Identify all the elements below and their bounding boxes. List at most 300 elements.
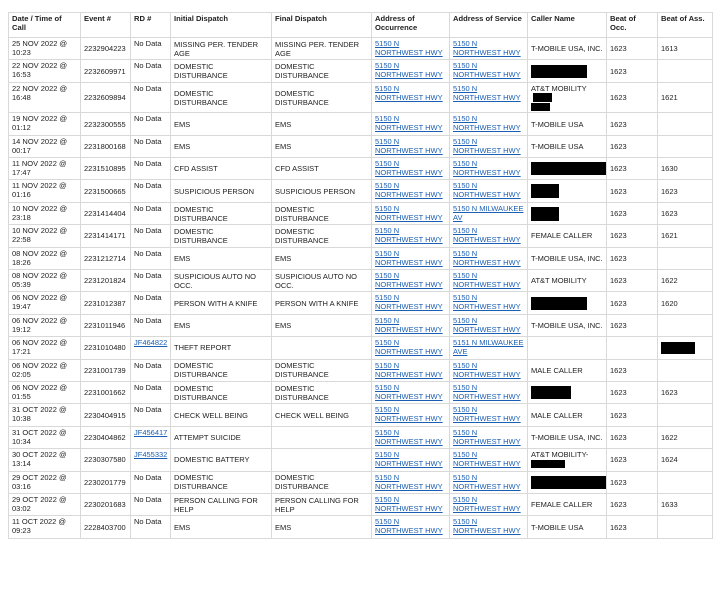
header-row bbox=[9, 13, 713, 38]
beat-ass-cell bbox=[658, 158, 713, 180]
initial-dispatch-cell bbox=[171, 135, 272, 157]
table-row bbox=[9, 426, 713, 448]
event-number: 2231011946 bbox=[84, 321, 126, 331]
call-datetime: 06 NOV 2022 @ 02:05 bbox=[12, 360, 68, 379]
beat-ass-cell bbox=[658, 314, 713, 336]
address-service-cell bbox=[450, 158, 528, 180]
address-link[interactable]: 5150 N NORTHWEST HWY bbox=[375, 450, 443, 469]
redaction-box bbox=[531, 460, 565, 468]
rd-number: No Data bbox=[134, 136, 162, 146]
address-service-cell bbox=[450, 38, 528, 60]
beat-occ: 1623 bbox=[610, 141, 627, 151]
caller-name: T-MOBILE USA bbox=[531, 522, 584, 532]
address-service-cell bbox=[450, 359, 528, 381]
final-dispatch-cell bbox=[272, 270, 372, 292]
call-datetime-cell bbox=[9, 292, 81, 314]
beat-ass: 1622 bbox=[661, 276, 678, 286]
address-occurrence-cell bbox=[372, 202, 450, 224]
rd-number-cell bbox=[131, 493, 171, 515]
address-link[interactable]: 5150 N NORTHWEST HWY bbox=[453, 427, 521, 446]
table-row bbox=[9, 135, 713, 157]
address-service-cell bbox=[450, 247, 528, 269]
final-dispatch: CFD ASSIST bbox=[275, 164, 319, 174]
beat-ass-cell bbox=[658, 38, 713, 60]
beat-ass: 1613 bbox=[661, 44, 678, 54]
final-dispatch-cell bbox=[272, 493, 372, 515]
event-number: 2231800168 bbox=[84, 141, 126, 151]
beat-ass: 1630 bbox=[661, 164, 678, 174]
address-link[interactable]: 5150 N NORTHWEST HWY bbox=[375, 136, 443, 155]
table-row bbox=[9, 82, 713, 113]
beat-occ: 1623 bbox=[610, 66, 627, 76]
address-link[interactable]: 5150 N NORTHWEST HWY bbox=[453, 472, 521, 491]
caller-name-cell bbox=[528, 60, 607, 82]
address-service-cell bbox=[450, 471, 528, 493]
rd-number-cell bbox=[131, 113, 171, 135]
beat-ass-cell bbox=[658, 113, 713, 135]
address-service-cell bbox=[450, 292, 528, 314]
table-row bbox=[9, 225, 713, 247]
call-datetime: 19 NOV 2022 @ 01:12 bbox=[12, 114, 68, 133]
rd-number-cell bbox=[131, 225, 171, 247]
event-number-cell bbox=[81, 314, 131, 336]
event-number: 2230201779 bbox=[84, 477, 126, 487]
initial-dispatch-cell bbox=[171, 270, 272, 292]
caller-name-cell bbox=[528, 382, 607, 404]
call-datetime: 11 NOV 2022 @ 01:16 bbox=[12, 181, 67, 200]
beat-ass: 1621 bbox=[661, 231, 678, 241]
initial-dispatch: CFD ASSIST bbox=[174, 164, 218, 174]
event-number-cell bbox=[81, 404, 131, 426]
call-datetime-cell bbox=[9, 516, 81, 538]
initial-dispatch-cell bbox=[171, 113, 272, 135]
call-datetime: 08 NOV 2022 @ 18:26 bbox=[12, 248, 68, 267]
rd-number: No Data bbox=[134, 517, 162, 527]
final-dispatch-cell bbox=[272, 314, 372, 336]
event-number: 2230404915 bbox=[84, 410, 126, 420]
rd-number-cell bbox=[131, 426, 171, 448]
initial-dispatch-cell bbox=[171, 337, 272, 359]
final-dispatch: DOMESTIC DISTURBANCE bbox=[275, 226, 329, 245]
address-link[interactable]: 5150 N NORTHWEST HWY bbox=[453, 248, 521, 267]
address-link[interactable]: 5150 N NORTHWEST HWY bbox=[453, 159, 521, 178]
rd-number-cell bbox=[131, 202, 171, 224]
caller-name-cell bbox=[528, 359, 607, 381]
rd-number-cell bbox=[131, 60, 171, 82]
caller-name-cell bbox=[528, 314, 607, 336]
address-link[interactable]: 5150 N NORTHWEST HWY bbox=[453, 271, 521, 290]
caller-name-cell bbox=[528, 426, 607, 448]
event-number-cell bbox=[81, 449, 131, 471]
address-link[interactable]: 5150 N NORTHWEST HWY bbox=[375, 494, 443, 513]
beat-ass-cell bbox=[658, 516, 713, 538]
beat-occ: 1623 bbox=[610, 44, 627, 54]
rd-number: No Data bbox=[134, 405, 162, 415]
address-occurrence-cell bbox=[372, 314, 450, 336]
address-link[interactable]: 5150 N MILWAUKEE AV bbox=[453, 203, 524, 222]
address-link[interactable]: 5150 N NORTHWEST HWY bbox=[453, 450, 521, 469]
final-dispatch-cell bbox=[272, 247, 372, 269]
address-link[interactable]: 5150 N NORTHWEST HWY bbox=[453, 360, 521, 379]
event-number-cell bbox=[81, 247, 131, 269]
redaction-box bbox=[531, 65, 587, 78]
rd-number-cell bbox=[131, 247, 171, 269]
caller-name: T-MOBILE USA, INC. bbox=[531, 321, 603, 331]
address-link[interactable]: 5150 N NORTHWEST HWY bbox=[375, 271, 443, 290]
call-datetime: 11 NOV 2022 @ 17:47 bbox=[12, 159, 67, 178]
rd-number: No Data bbox=[134, 114, 162, 124]
beat-occ: 1623 bbox=[610, 522, 627, 532]
address-link[interactable]: 5150 N NORTHWEST HWY bbox=[453, 405, 521, 424]
beat-ass-cell bbox=[658, 493, 713, 515]
call-datetime-cell bbox=[9, 82, 81, 113]
beat-occ: 1623 bbox=[610, 209, 627, 219]
event-number-cell bbox=[81, 382, 131, 404]
address-occurrence-cell bbox=[372, 113, 450, 135]
event-number-cell bbox=[81, 359, 131, 381]
final-dispatch: DOMESTIC DISTURBANCE bbox=[275, 361, 329, 380]
beat-occ-cell bbox=[607, 113, 658, 135]
rd-number-cell bbox=[131, 449, 171, 471]
final-dispatch: DOMESTIC DISTURBANCE bbox=[275, 204, 329, 223]
initial-dispatch-cell bbox=[171, 82, 272, 113]
rd-number: No Data bbox=[134, 61, 162, 71]
call-datetime-cell bbox=[9, 38, 81, 60]
address-occurrence-cell bbox=[372, 60, 450, 82]
address-link[interactable]: 5150 N NORTHWEST HWY bbox=[375, 383, 443, 401]
rd-number-cell bbox=[131, 270, 171, 292]
rd-number-cell bbox=[131, 82, 171, 113]
address-occurrence-cell bbox=[372, 225, 450, 247]
beat-ass-cell bbox=[658, 471, 713, 493]
redaction-box bbox=[531, 386, 571, 399]
address-occurrence-cell bbox=[372, 247, 450, 269]
dispatch-table bbox=[8, 12, 713, 539]
rd-number-cell bbox=[131, 180, 171, 202]
caller-name-cell bbox=[528, 180, 607, 202]
call-datetime-cell bbox=[9, 158, 81, 180]
address-link[interactable]: 5151 N MILWAUKEE AVE bbox=[453, 338, 524, 357]
call-datetime: 31 OCT 2022 @ 10:34 bbox=[12, 427, 67, 446]
call-datetime: 31 OCT 2022 @ 10:38 bbox=[12, 405, 67, 424]
table-row bbox=[9, 493, 713, 515]
address-link[interactable]: 5150 N NORTHWEST HWY bbox=[375, 83, 443, 102]
rd-number-cell bbox=[131, 382, 171, 404]
table-row bbox=[9, 292, 713, 314]
address-link[interactable]: 5150 N NORTHWEST HWY bbox=[375, 427, 443, 446]
address-link[interactable]: 5150 N NORTHWEST HWY bbox=[453, 315, 521, 334]
event-number-cell bbox=[81, 337, 131, 359]
rd-number-cell bbox=[131, 337, 171, 359]
event-number: 2230307580 bbox=[84, 455, 126, 465]
address-occurrence-cell bbox=[372, 270, 450, 292]
call-datetime: 06 NOV 2022 @ 01:55 bbox=[12, 383, 68, 401]
final-dispatch-cell bbox=[272, 135, 372, 157]
table-row bbox=[9, 270, 713, 292]
address-link[interactable]: 5150 N NORTHWEST HWY bbox=[375, 61, 443, 80]
call-datetime-cell bbox=[9, 270, 81, 292]
beat-ass: 1622 bbox=[661, 432, 678, 442]
rd-number-cell bbox=[131, 516, 171, 538]
final-dispatch: EMS bbox=[275, 119, 292, 129]
address-link[interactable]: 5150 N NORTHWEST HWY bbox=[375, 226, 443, 245]
address-occurrence-cell bbox=[372, 382, 450, 404]
beat-ass-cell bbox=[658, 404, 713, 426]
call-datetime-cell bbox=[9, 202, 81, 224]
address-link[interactable]: 5150 N NORTHWEST HWY bbox=[453, 517, 521, 536]
event-number-cell bbox=[81, 135, 131, 157]
address-occurrence-cell bbox=[372, 337, 450, 359]
beat-occ-cell bbox=[607, 493, 658, 515]
call-datetime-cell bbox=[9, 359, 81, 381]
initial-dispatch: CHECK WELL BEING bbox=[174, 410, 248, 420]
initial-dispatch-cell bbox=[171, 292, 272, 314]
event-number-cell bbox=[81, 225, 131, 247]
rd-number: No Data bbox=[134, 472, 162, 482]
address-service-cell bbox=[450, 314, 528, 336]
initial-dispatch: EMS bbox=[174, 253, 191, 263]
event-number-cell bbox=[81, 292, 131, 314]
beat-occ: 1623 bbox=[610, 410, 627, 420]
call-datetime: 10 NOV 2022 @ 23:18 bbox=[12, 203, 68, 222]
final-dispatch-cell bbox=[272, 158, 372, 180]
initial-dispatch: EMS bbox=[174, 141, 191, 151]
table-row bbox=[9, 471, 713, 493]
address-link[interactable]: 5150 N NORTHWEST HWY bbox=[453, 61, 521, 80]
beat-occ-cell bbox=[607, 158, 658, 180]
beat-occ-cell bbox=[607, 292, 658, 314]
address-link[interactable]: 5150 N NORTHWEST HWY bbox=[453, 83, 521, 102]
final-dispatch: DOMESTIC DISTURBANCE bbox=[275, 473, 329, 492]
rd-number: No Data bbox=[134, 83, 162, 93]
initial-dispatch-cell bbox=[171, 202, 272, 224]
address-link[interactable]: 5150 N NORTHWEST HWY bbox=[375, 472, 443, 491]
call-datetime: 14 NOV 2022 @ 00:17 bbox=[12, 136, 68, 155]
call-datetime: 06 NOV 2022 @ 17:21 bbox=[12, 338, 68, 357]
address-link[interactable]: 5150 N NORTHWEST HWY bbox=[453, 181, 521, 200]
call-datetime: 25 NOV 2022 @ 10:23 bbox=[12, 39, 68, 57]
final-dispatch-cell bbox=[272, 426, 372, 448]
beat-occ-cell bbox=[607, 60, 658, 82]
final-dispatch-cell bbox=[272, 471, 372, 493]
address-occurrence-cell bbox=[372, 82, 450, 113]
event-number: 2231010480 bbox=[84, 343, 126, 353]
call-datetime-cell bbox=[9, 247, 81, 269]
address-service-cell bbox=[450, 82, 528, 113]
final-dispatch-cell bbox=[272, 202, 372, 224]
final-dispatch: DOMESTIC DISTURBANCE bbox=[275, 62, 329, 81]
address-occurrence-cell bbox=[372, 180, 450, 202]
initial-dispatch-cell bbox=[171, 359, 272, 381]
beat-ass-cell bbox=[658, 247, 713, 269]
caller-name-cell bbox=[528, 516, 607, 538]
beat-occ: 1623 bbox=[610, 276, 627, 286]
final-dispatch: SUSPICIOUS AUTO NO OCC. bbox=[275, 271, 357, 290]
address-occurrence-cell bbox=[372, 426, 450, 448]
final-dispatch-cell bbox=[272, 82, 372, 113]
event-number-cell bbox=[81, 180, 131, 202]
address-link[interactable]: 5150 N NORTHWEST HWY bbox=[453, 383, 521, 401]
rd-number-cell bbox=[131, 359, 171, 381]
caller-name-cell bbox=[528, 449, 607, 471]
address-link[interactable]: 5150 N NORTHWEST HWY bbox=[375, 315, 443, 334]
beat-ass: 1623 bbox=[661, 186, 678, 196]
table-row bbox=[9, 202, 713, 224]
address-link[interactable]: 5150 N NORTHWEST HWY bbox=[375, 203, 443, 222]
call-datetime-cell bbox=[9, 471, 81, 493]
call-datetime: 29 OCT 2022 @ 03:02 bbox=[12, 494, 67, 513]
caller-name-cell bbox=[528, 247, 607, 269]
beat-ass: 1633 bbox=[661, 500, 678, 510]
event-number-cell bbox=[81, 493, 131, 515]
rd-number: No Data bbox=[134, 315, 162, 325]
initial-dispatch: DOMESTIC DISTURBANCE bbox=[174, 88, 228, 107]
beat-occ-cell bbox=[607, 202, 658, 224]
initial-dispatch-cell bbox=[171, 449, 272, 471]
initial-dispatch: PERSON CALLING FOR HELP bbox=[174, 495, 258, 514]
header-event: Event # bbox=[81, 13, 131, 38]
call-datetime-cell bbox=[9, 337, 81, 359]
beat-occ: 1623 bbox=[610, 321, 627, 331]
initial-dispatch-cell bbox=[171, 382, 272, 404]
initial-dispatch: PERSON WITH A KNIFE bbox=[174, 298, 258, 308]
final-dispatch: PERSON CALLING FOR HELP bbox=[275, 495, 359, 514]
address-link[interactable]: 5150 N NORTHWEST HWY bbox=[453, 114, 521, 133]
call-datetime: 22 NOV 2022 @ 16:48 bbox=[12, 83, 68, 102]
address-link[interactable]: 5150 N NORTHWEST HWY bbox=[453, 39, 521, 57]
address-link[interactable]: 5150 N NORTHWEST HWY bbox=[375, 338, 443, 357]
initial-dispatch: DOMESTIC BATTERY bbox=[174, 455, 250, 465]
address-link[interactable]: 5150 N NORTHWEST HWY bbox=[453, 293, 521, 312]
initial-dispatch-cell bbox=[171, 60, 272, 82]
call-datetime: 22 NOV 2022 @ 16:53 bbox=[12, 61, 68, 80]
initial-dispatch: DOMESTIC DISTURBANCE bbox=[174, 473, 228, 492]
rd-link[interactable]: JF455332 bbox=[134, 450, 168, 460]
event-number: 2230201683 bbox=[84, 500, 126, 510]
address-link[interactable]: 5150 N NORTHWEST HWY bbox=[453, 226, 521, 245]
caller-name: T-MOBILE USA bbox=[531, 141, 584, 151]
address-link[interactable]: 5150 N NORTHWEST HWY bbox=[375, 360, 443, 379]
rd-link[interactable]: JF456417 bbox=[134, 427, 168, 437]
beat-ass-cell bbox=[658, 337, 713, 359]
address-service-cell bbox=[450, 449, 528, 471]
rd-number: No Data bbox=[134, 383, 162, 392]
final-dispatch-cell bbox=[272, 404, 372, 426]
redaction-box bbox=[531, 184, 559, 198]
beat-occ: 1623 bbox=[610, 253, 627, 263]
redaction-box bbox=[531, 162, 607, 175]
address-occurrence-cell bbox=[372, 359, 450, 381]
initial-dispatch: SUSPICIOUS AUTO NO OCC. bbox=[174, 271, 256, 290]
header-date: Date / Time of Call bbox=[9, 13, 81, 38]
initial-dispatch-cell bbox=[171, 247, 272, 269]
event-number: 2231510895 bbox=[84, 164, 126, 174]
table-row bbox=[9, 113, 713, 135]
beat-occ: 1623 bbox=[610, 388, 627, 398]
initial-dispatch-cell bbox=[171, 38, 272, 60]
call-datetime: 06 NOV 2022 @ 19:47 bbox=[12, 293, 68, 312]
address-link[interactable]: 5150 N NORTHWEST HWY bbox=[453, 136, 521, 155]
initial-dispatch: EMS bbox=[174, 321, 191, 331]
initial-dispatch: EMS bbox=[174, 119, 191, 129]
initial-dispatch-cell bbox=[171, 180, 272, 202]
beat-ass-cell bbox=[658, 180, 713, 202]
call-datetime: 30 OCT 2022 @ 13:14 bbox=[12, 450, 67, 469]
address-link[interactable]: 5150 N NORTHWEST HWY bbox=[375, 39, 443, 57]
rd-number-cell bbox=[131, 471, 171, 493]
header-address-occurrence: Address of Occurrence bbox=[372, 13, 450, 38]
redaction-box bbox=[661, 342, 695, 354]
caller-name: T-MOBILE USA, INC. bbox=[531, 44, 603, 54]
address-service-cell bbox=[450, 337, 528, 359]
caller-name: T-MOBILE USA, INC. bbox=[531, 432, 603, 442]
initial-dispatch: THEFT REPORT bbox=[174, 343, 232, 353]
beat-occ: 1623 bbox=[610, 93, 627, 103]
initial-dispatch-cell bbox=[171, 314, 272, 336]
caller-name-cell bbox=[528, 113, 607, 135]
rd-number-cell bbox=[131, 314, 171, 336]
final-dispatch-cell bbox=[272, 38, 372, 60]
address-link[interactable]: 5150 N NORTHWEST HWY bbox=[453, 494, 521, 513]
event-number: 2228403700 bbox=[84, 522, 126, 532]
address-link[interactable]: 5150 N NORTHWEST HWY bbox=[375, 293, 443, 312]
header-initial-dispatch: Initial Dispatch bbox=[171, 13, 272, 38]
caller-name: T-MOBILE USA, INC. bbox=[531, 253, 603, 263]
rd-number: No Data bbox=[134, 203, 162, 213]
beat-occ: 1623 bbox=[610, 164, 627, 174]
call-datetime-cell bbox=[9, 135, 81, 157]
event-number: 2231201824 bbox=[84, 276, 126, 286]
header-rd: RD # bbox=[131, 13, 171, 38]
call-datetime-cell bbox=[9, 382, 81, 404]
address-service-cell bbox=[450, 516, 528, 538]
call-datetime: 10 NOV 2022 @ 22:58 bbox=[12, 226, 68, 245]
address-service-cell bbox=[450, 270, 528, 292]
call-datetime: 29 OCT 2022 @ 03:16 bbox=[12, 472, 67, 491]
beat-occ-cell bbox=[607, 270, 658, 292]
address-link[interactable]: 5150 N NORTHWEST HWY bbox=[375, 114, 443, 133]
event-number-cell bbox=[81, 158, 131, 180]
final-dispatch-cell bbox=[272, 449, 372, 471]
address-service-cell bbox=[450, 113, 528, 135]
initial-dispatch-cell bbox=[171, 158, 272, 180]
event-number: 2232609971 bbox=[84, 66, 126, 76]
call-datetime-cell bbox=[9, 449, 81, 471]
table-row bbox=[9, 404, 713, 426]
event-number-cell bbox=[81, 202, 131, 224]
address-link[interactable]: 5150 N NORTHWEST HWY bbox=[375, 517, 443, 536]
beat-ass: 1624 bbox=[661, 455, 678, 465]
address-link[interactable]: 5150 N NORTHWEST HWY bbox=[375, 405, 443, 424]
rd-link[interactable]: JF464822 bbox=[134, 338, 168, 348]
address-link[interactable]: 5150 N NORTHWEST HWY bbox=[375, 248, 443, 267]
table-row bbox=[9, 180, 713, 202]
beat-ass-cell bbox=[658, 202, 713, 224]
initial-dispatch-cell bbox=[171, 225, 272, 247]
beat-occ: 1623 bbox=[610, 298, 627, 308]
call-datetime: 06 NOV 2022 @ 19:12 bbox=[12, 315, 68, 334]
address-link[interactable]: 5150 N NORTHWEST HWY bbox=[375, 181, 443, 200]
beat-occ-cell bbox=[607, 382, 658, 404]
final-dispatch-cell bbox=[272, 225, 372, 247]
final-dispatch: PERSON WITH A KNIFE bbox=[275, 298, 359, 308]
address-occurrence-cell bbox=[372, 158, 450, 180]
address-link[interactable]: 5150 N NORTHWEST HWY bbox=[375, 159, 443, 178]
beat-occ-cell bbox=[607, 180, 658, 202]
call-datetime: 11 OCT 2022 @ 09:23 bbox=[12, 517, 67, 536]
final-dispatch: EMS bbox=[275, 141, 292, 151]
table-row bbox=[9, 516, 713, 538]
